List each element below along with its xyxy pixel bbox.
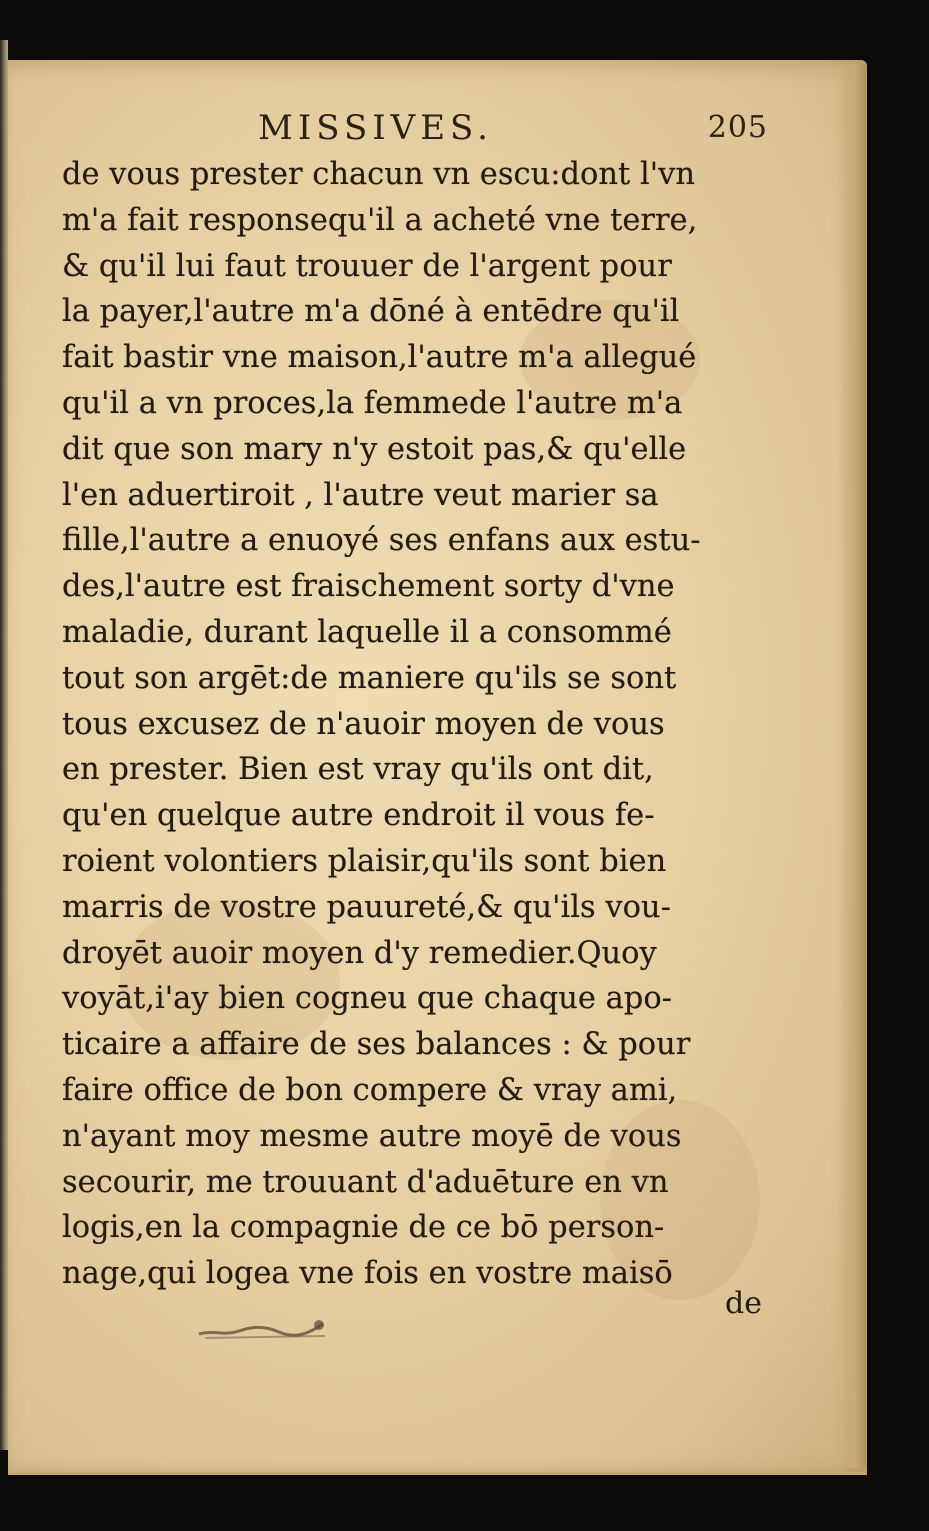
printer-ornament bbox=[195, 1312, 335, 1342]
text-line: fille,l'autre a enuoyé ses enfans aux estu- bbox=[62, 523, 701, 559]
text-line: nage,qui logea vne fois en vostre maisō bbox=[62, 1256, 673, 1292]
text-line: & qu'il lui faut trouuer de l'argent pour bbox=[62, 248, 672, 284]
text-line: de vous prester chacun vn escu:dont l'vn bbox=[62, 157, 695, 192]
text-line: qu'il a vn proces,la femmede l'autre m'a bbox=[62, 385, 683, 421]
text-line: voyāt,i'ay bien cogneu que chaque apo- bbox=[62, 981, 672, 1017]
text-line: marris de vostre pauureté,& qu'ils vou- bbox=[62, 889, 671, 925]
text-line: la payer,l'autre m'a dōné à entēdre qu'il bbox=[62, 294, 680, 330]
body-text bbox=[62, 152, 774, 1297]
text-line: m'a fait responsequ'il a acheté vne terre, bbox=[62, 202, 698, 238]
text-line: des,l'autre est fraischement sorty d'vne bbox=[62, 569, 675, 605]
text-line: ticaire a affaire de ses balances : & pour bbox=[62, 1027, 691, 1063]
text-line: maladie, durant laquelle il a consommé bbox=[62, 614, 672, 650]
catchword: de bbox=[725, 1286, 762, 1321]
text-line: faire office de bon compere & vray ami, bbox=[62, 1072, 678, 1108]
page-header bbox=[78, 108, 768, 154]
text-line: dit que son mary n'y estoit pas,& qu'elle bbox=[62, 431, 687, 467]
text-line: l'en aduertiroit , l'autre veut marier sa bbox=[62, 477, 659, 513]
page-fore-edge bbox=[840, 64, 866, 1468]
text-line: qu'en quelque autre endroit il vous fe- bbox=[62, 798, 655, 834]
text-line: tous excusez de n'auoir moyen de vous bbox=[62, 706, 665, 742]
text-line: roient volontiers plaisir,qu'ils sont bien bbox=[62, 843, 667, 879]
text-line: n'ayant moy mesme autre moyē de vous bbox=[62, 1118, 682, 1154]
text-line: tout son argēt:de maniere qu'ils se sont bbox=[62, 660, 677, 696]
text-line: fait bastir vne maison,l'autre m'a allegué bbox=[62, 340, 697, 376]
page-number: 205 bbox=[707, 110, 768, 145]
text-line: en prester. Bien est vray qu'ils ont dit, bbox=[62, 752, 654, 788]
text-line: secourir, me trouuant d'aduēture en vn bbox=[62, 1164, 669, 1200]
previous-page-edge bbox=[0, 40, 8, 1450]
running-title: MISSIVES. bbox=[258, 108, 493, 148]
text-line: logis,en la compagnie de ce bō person- bbox=[62, 1210, 665, 1246]
text-line: droyēt auoir moyen d'y remedier.Quoy bbox=[62, 935, 657, 971]
